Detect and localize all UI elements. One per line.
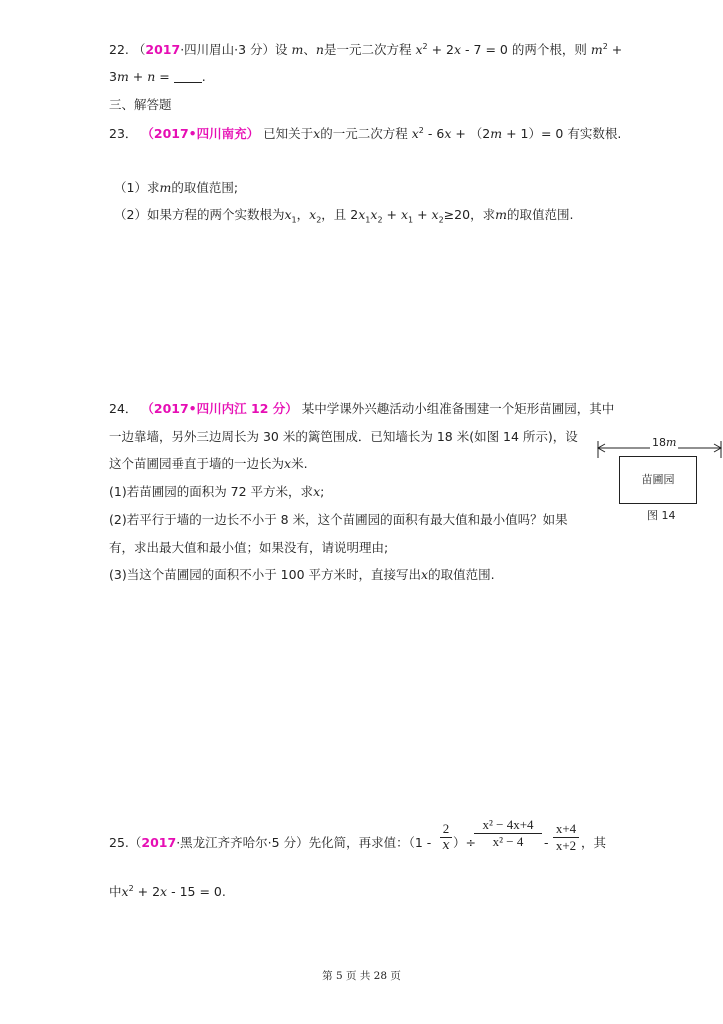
section-heading: 三、解答题 xyxy=(109,97,172,112)
answer-blank xyxy=(174,70,202,83)
q24-line6: 有，求出最大值和最小值；如果没有，请说明理由; xyxy=(109,540,389,555)
q24-line5: (2)若平行于墙的一边长不小于 8 米，这个苗圃园的面积有最大值和最小值吗？如果 xyxy=(109,512,568,527)
q25-minus: - xyxy=(544,835,549,850)
figure-caption: 图 14 xyxy=(647,509,676,522)
fraction-2-over-x: 2 x xyxy=(440,822,452,853)
garden-label: 苗圃园 xyxy=(641,473,675,486)
q23-sub1: （1）求m的取值范围; xyxy=(114,180,239,195)
page-footer: 第 5 页 共 28 页 xyxy=(322,970,401,982)
q25-divide: ）÷ xyxy=(453,835,476,850)
fraction-quadratic: x² − 4x+4 x² − 4 xyxy=(474,818,542,849)
q24-line7: (3)当这个苗圃园的面积不小于 100 平方米时，直接写出x的取值范围. xyxy=(109,567,495,582)
q24-line1: 24． （2017•四川内江 12 分） 某中学课外兴趣活动小组准备围建一个矩形苗圃园，其中 xyxy=(109,401,615,416)
fraction-x4-over-x2: x+4 x+2 xyxy=(553,822,579,853)
q24-line2: 一边靠墙，另外三边周长为 30 米的篱笆围成．已知墙长为 18 米(如图 14 所示)，设 xyxy=(109,429,578,444)
q25-line1-text: 25.（2017·黑龙江齐齐哈尔·5 分）先化简，再求值：（1 - xyxy=(109,835,432,850)
q23-line1: 23． （2017•四川南充） 已知关于x的一元二次方程 $x^2 - 6x + (2m + 1)= 0$ 有实数根. xyxy=(109,126,622,142)
q25-tail: ，其 xyxy=(581,835,607,850)
wall-length-label: 18m xyxy=(652,436,677,449)
q24-line4: (1)若苗圃园的面积为 72 平方米，求x; xyxy=(109,484,325,499)
garden-box xyxy=(619,456,697,504)
q22-line2: 3m + n = . xyxy=(109,69,206,84)
q23-sub2: （2）如果方程的两个实数根为$x_1$，$x_2$，且 $2x_1x_2 + x_1 + x_2\ge 20$，求m的取值范围. xyxy=(114,207,574,225)
q25-line2: 中$x^2 + 2x - 15 = 0$. xyxy=(109,884,226,900)
q22-line1: 22. （2017·四川眉山·3 分）设 m、n是一元二次方程 $x^2 + 2x - 7 = 0$ 的两个根，则 $m^2$ + xyxy=(109,42,623,58)
q24-line3: 这个苗圃园垂直于墙的一边长为x米. xyxy=(109,456,308,471)
